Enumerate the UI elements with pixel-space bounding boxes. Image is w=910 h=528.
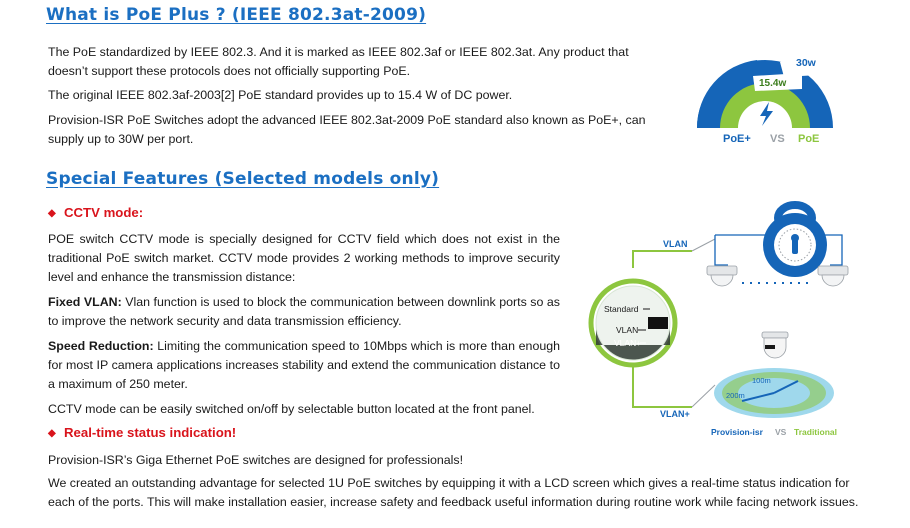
dial-vlan-plus-label: VLAN+	[614, 338, 642, 348]
poe-at-paragraph: Provision-ISR PoE Switches adopt the advanced IEEE 802.3at-2009 PoE standard also known as PoE+, can supply up to 30W per port.	[48, 113, 646, 146]
speed-reduction-label: Speed Reduction:	[48, 339, 154, 353]
poe-af-paragraph: The original IEEE 802.3af-2003[2] PoE standard provides up to 15.4 W of DC power.	[48, 88, 513, 102]
outer-power-label: 30w	[796, 57, 816, 69]
status-body-paragraph: We created an outstanding advantage for selected 1U PoE switches by equipping it with a LCD screen which gives a real-time status indication for each of the ports. This will make installation easier, increase safety and feedback useful information during routine work while facing network issues.	[48, 476, 859, 509]
mode-switch-button	[648, 317, 668, 329]
poe-plus-caption: PoE+	[723, 133, 751, 145]
fixed-vlan-label: Fixed VLAN:	[48, 295, 122, 309]
vs-caption: VS	[775, 427, 787, 437]
poe-standard-paragraph: The PoE standardized by IEEE 802.3. And it is marked as IEEE 802.3af or IEEE 802.3at. Any product that doesn’t support these protocols does not officially supporting PoE.	[48, 45, 629, 78]
poe-comparison-graphic	[690, 10, 840, 150]
padlock-keyhole-top	[791, 234, 799, 242]
diamond-bullet-icon: ◆	[48, 208, 56, 219]
dial-vlan-label: VLAN	[616, 325, 639, 335]
special-features-heading: Special Features (Selected models only)	[46, 169, 440, 189]
vlan-plus-bottom-label: VLAN+	[660, 409, 690, 419]
range-near-label: 100m	[752, 376, 771, 385]
vs-caption: VS	[770, 133, 785, 145]
cctv-switch-note: CCTV mode can be easily switched on/off by selectable button located at the front panel.	[48, 402, 535, 416]
diamond-bullet-icon: ◆	[48, 428, 56, 439]
vlan-top-label: VLAN	[663, 239, 688, 249]
dome-camera-right	[822, 275, 844, 286]
inner-power-label: 15.4w	[759, 78, 787, 89]
vlan-top-line	[633, 251, 692, 261]
fixed-vlan-paragraph	[48, 293, 560, 331]
poe-caption: PoE	[798, 133, 820, 145]
cctv-mode-title: CCTV mode:	[64, 205, 144, 220]
dome-camera-left-base	[707, 266, 737, 275]
cctv-mode-graphic	[580, 195, 880, 445]
dome-camera-left	[711, 275, 733, 286]
dome-camera-right-base	[818, 266, 848, 275]
range-far-label: 200m	[726, 391, 745, 400]
vlan-bottom-link	[692, 385, 715, 407]
ptz-camera-base	[762, 332, 788, 338]
status-indication-title: Real-time status indication!	[64, 425, 237, 440]
cctv-intro-paragraph: POE switch CCTV mode is specially designed for CCTV field which does not exist in the traditional PoE switch market. CCTV mode provides 2 working methods to improve security level and enhance the transmission distance:	[48, 232, 560, 284]
ptz-camera-label	[765, 345, 775, 349]
poe-plus-heading: What is PoE Plus ? (IEEE 802.3at-2009)	[46, 5, 427, 25]
cctv-mode-bullet	[48, 205, 143, 220]
vlan-top-link	[692, 239, 715, 251]
status-indication-bullet	[48, 425, 236, 440]
fixed-vlan-text: Vlan function is used to block the communication between downlink ports so as to improve the network security and data transmission efficiency.	[48, 295, 560, 328]
speed-reduction-text: Limiting the communication speed to 10Mbps which is more than enough for most IP camera applications increases stability and extend the communication distance to a maximum of 250 meter.	[48, 339, 561, 391]
status-intro-paragraph: Provision-ISR’s Giga Ethernet PoE switches are designed for professionals!	[48, 453, 464, 467]
provision-isr-caption: Provision-isr	[711, 427, 763, 437]
dial-standard-label: Standard	[604, 304, 639, 314]
traditional-caption: Traditional	[794, 427, 837, 437]
speed-reduction-paragraph	[48, 337, 560, 394]
